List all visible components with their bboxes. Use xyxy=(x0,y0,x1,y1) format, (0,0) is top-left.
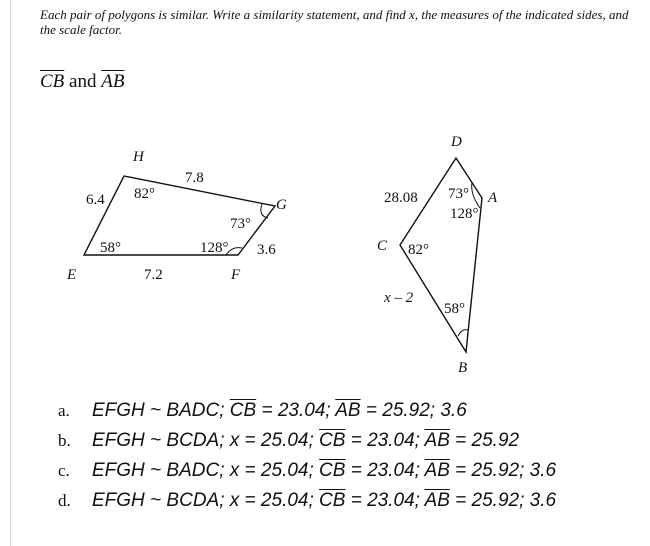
angle-a-label: 128° xyxy=(450,206,479,222)
answer-choices xyxy=(58,396,648,516)
choice-text-part: EFGH ~ BADC; xyxy=(92,400,230,421)
angle-arc-a xyxy=(472,182,480,208)
choice-text-part: = 25.92 xyxy=(449,430,520,451)
angle-c-label: 82° xyxy=(408,242,429,258)
overlined-segment: $\overline{CB}$ xyxy=(319,430,346,451)
instructions-text: Each pair of polygons is similar. Write a similarity statement, and find x, the measures of the indicated sides, and the scale factor. xyxy=(40,7,629,37)
choice-letter: d. xyxy=(58,491,71,510)
choice-letter: b. xyxy=(58,431,71,450)
choice-text-part: = 23.04; xyxy=(345,460,425,481)
overlined-segment: $\overline{AB}$ xyxy=(424,460,450,481)
problem-title xyxy=(40,70,124,94)
vertex-f-label: F xyxy=(231,267,241,283)
choice-text-part: EFGH ~ BCDA; x = 25.04; xyxy=(92,490,320,511)
angle-f-label: 128° xyxy=(200,240,229,256)
angle-e-label: 58° xyxy=(100,240,121,256)
vertex-b-label: B xyxy=(458,360,468,376)
answer-choice-d[interactable] xyxy=(58,486,648,516)
overlined-segment: $\overline{AB}$ xyxy=(424,490,450,511)
choice-text-part: EFGH ~ BADC; x = 25.04; xyxy=(92,460,320,481)
choice-letter: c. xyxy=(58,461,70,480)
answer-choice-c[interactable] xyxy=(58,456,648,486)
overlined-segment: $\overline{AB}$ xyxy=(335,400,361,421)
vertex-c-label: C xyxy=(377,238,388,254)
choice-text xyxy=(92,460,556,481)
vertex-e-label: E xyxy=(67,267,77,283)
answer-choice-a[interactable] xyxy=(58,396,648,426)
choice-text-part: EFGH ~ BCDA; x = 25.04; xyxy=(92,430,320,451)
vertex-d-label: D xyxy=(451,134,462,150)
angle-g-label: 73° xyxy=(230,216,251,232)
angle-b-label: 58° xyxy=(444,301,465,317)
choice-letter: a. xyxy=(58,401,70,420)
choice-text xyxy=(92,430,519,451)
choice-text-part: = 25.92; 3.6 xyxy=(360,400,467,421)
angle-d-label: 73° xyxy=(448,186,469,202)
vertex-a-label: A xyxy=(488,190,498,206)
answer-choice-b[interactable] xyxy=(58,426,648,456)
side-cd-label: 28.08 xyxy=(384,190,418,206)
choice-text-part: = 25.92; 3.6 xyxy=(449,490,557,511)
choice-text-part: = 23.04; xyxy=(256,400,336,421)
overlined-segment: $\overline{CB}$ xyxy=(319,460,346,481)
overlined-segment: $\overline{CB}$ xyxy=(229,400,257,421)
side-fg-label: 3.6 xyxy=(257,242,276,258)
vertex-g-label: G xyxy=(276,197,287,213)
side-eh-label: 6.4 xyxy=(86,192,105,208)
polygons-figure xyxy=(0,120,650,380)
side-cb-label: x – 2 xyxy=(384,290,414,306)
overlined-segment: $\overline{CB}$ xyxy=(319,490,346,511)
choice-text-part: = 23.04; xyxy=(345,490,425,511)
side-hg-label: 7.8 xyxy=(185,170,204,186)
vertex-h-label: H xyxy=(133,149,144,165)
angle-h-label: 82° xyxy=(134,186,155,202)
choice-text-part: = 23.04; xyxy=(345,430,425,451)
title-connector: and xyxy=(64,71,102,92)
choice-text xyxy=(92,400,467,421)
choice-text xyxy=(92,490,556,511)
choice-text-part: = 25.92; 3.6 xyxy=(449,460,557,481)
angle-arc-b xyxy=(458,330,468,336)
segment-cb-label: $\overline{CB}$ xyxy=(40,71,65,92)
side-ef-label: 7.2 xyxy=(144,267,163,283)
overlined-segment: $\overline{AB}$ xyxy=(424,430,450,451)
segment-ab-label: $\overline{AB}$ xyxy=(101,71,125,92)
